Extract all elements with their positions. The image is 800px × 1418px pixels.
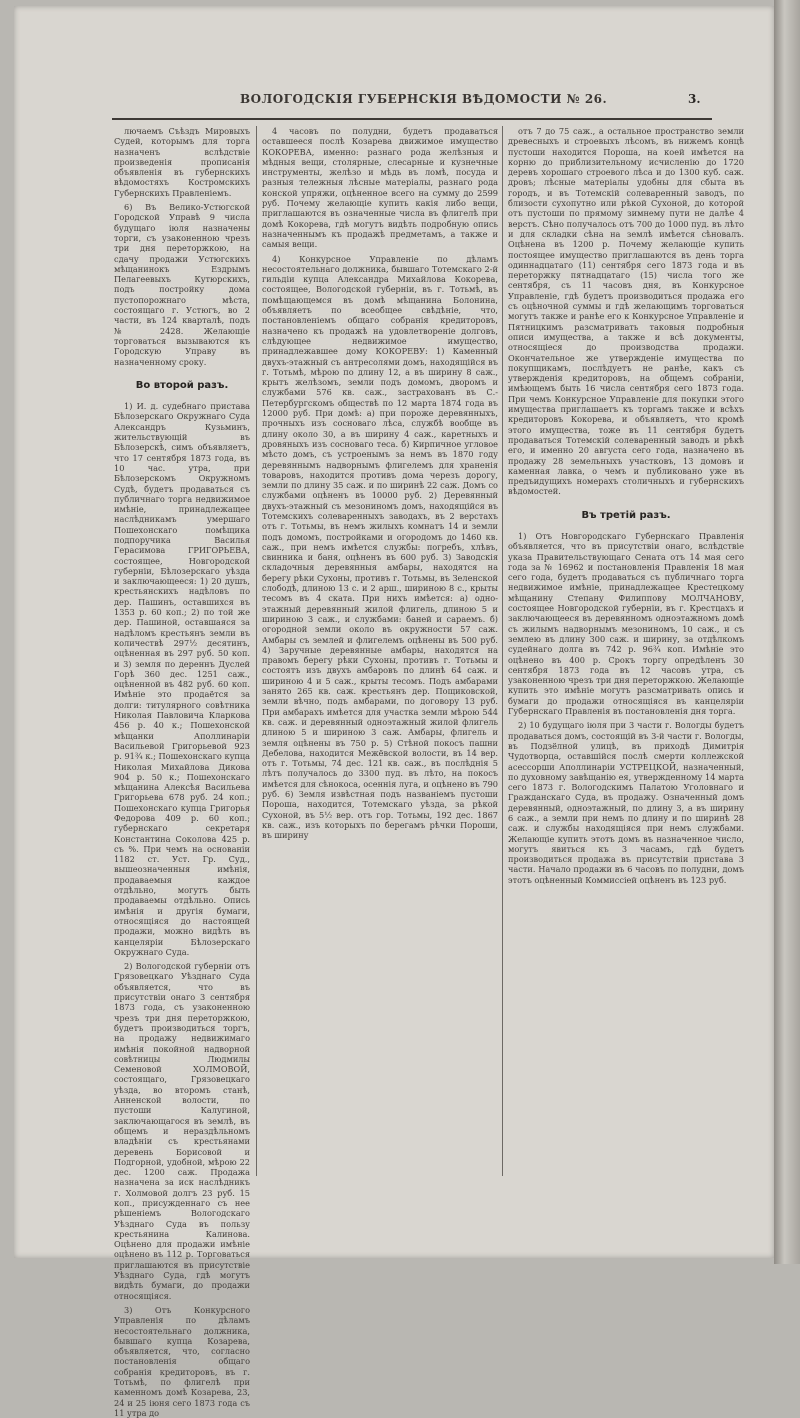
column-3	[508, 126, 744, 1166]
column-divider-2	[502, 126, 503, 1176]
announcement-paragraph: 1) Отъ Новгородскаго Губернскаго Правленія объявляется, что въ присутствіи онаго, вслѣдствіе указа Правительствующаго Сената отъ 14 мая сего года за № 16962 и постановленія Правленія 18 мая сего года, будетъ продаваться съ публичнаго торга недвижимое имѣніе, принадлежащее Крестецкому мѣщанину Степану Филиппову МОЛЧАНОВУ, состоящее Новгородской губерніи, въ г. Крестцахъ и заключающееся въ деревянномъ одноэтажномъ домѣ съ жилымъ надворнымъ мезониномъ, 10 саж., и съ землею въ длину 300 саж. и ширину, за отдѣлкомъ судейнаго долга въ 742 р. 96¾ коп. Имѣніе это оцѣнено въ 400 р. Срокъ торгу опредѣленъ 30 сентября 1873 года въ 12 часовъ утра, съ узаконенною чрезъ три дня переторжкою. Желающіе купить это имѣніе могутъ разсматривать опись и бумаги до продажи относящіяся въ канцеляріи Губернскаго Правленія въ постановленія дня торга.	[508, 530, 744, 717]
announcement-paragraph: отъ 7 до 75 саж., а остальное пространство земли древесныхъ и строевыхъ лѣсомъ, въ нижемъ концѣ пустоши находится Пороша, на коей имѣется на корню до приблизительному исчисленію до 1720 деревъ хорошаго строевого лѣса и до 1300 куб. саж. дровъ; лѣсные матеріалы удобны для сбыта въ городъ, и въ Тотемскій солеваренный заводъ, по близости сухопутно или рѣкой Сухоной, до которой отъ пустоши по прямому зимнему пути не далѣе 4 верстъ. Сѣно получалось отъ 700 до 1000 пуд. въ лѣто и для складки сѣна на землѣ имѣется сѣновалъ. Оцѣнена въ 1200 р. Почему желающіе купить постоящее имущество приглашаются въ день торга одиннадцатаго (11) сентября сего 1873 года и въ переторжку пятнадцатаго (15) числа того же сентября, съ 11 часовъ дня, въ Конкурсное Управленіе, гдѣ будетъ производиться продажа его съ оцѣночной суммы и гдѣ желающимъ торговаться могутъ также и ранѣе его к Конкурсное Управленіе и Пятницкимъ разсматривать таковыя подробныя описи имущества, а также и всѣ документы, относящіеся до производства продажи. Окончательное же утвержденіе имущества по покупщикамъ, послѣдуетъ не ранѣе, какъ съ утвержденія кредиторовъ, на общемъ собраніи, имѣющемъ быть 16 числа сентября сего 1873 года. При чемъ Конкурсное Управленіе для покупки этого имущества приглашаетъ къ торгамъ также и всѣхъ кредиторовъ Кокорева, и объявляетъ, что кромѣ этого имущества, тоже въ 11 сентября будетъ продаваться Тотемскій солеваренный заводъ и рѣкѣ его, и именно 20 августа сего года, назначено въ продажу 28 земельныхъ участковъ, 13 домовъ и каменная лавка, о чемъ и публиковано уже въ предъидущихъ номерахъ столичныхъ и губернскихъ вѣдомостей.	[508, 126, 744, 497]
page-header	[20, 88, 740, 116]
announcement-paragraph: 4 часовъ по полудни, будетъ продаваться оставшееся послѣ Козарева движимое имущество КОКОРЕВА, именно: разнаго рода желѣзныя и мѣдныя вещи, столярные, слесарные и кузнечные инструменты, желѣзо и мѣдь въ ломѣ, посуда и разныя тележныя лѣсные матеріалы, разнаго рода конской упряжи, оцѣненное всего на сумму до 2599 руб. Почему желающіе купить какія либо вещи, приглашаются въ означенные числа въ флигелѣ при домѣ Кокорева, гдѣ могутъ видѣть подробную опись назначеннымъ къ продажѣ предметамъ, а также и самыя вещи.	[262, 126, 498, 250]
announcement-paragraph: 4) Конкурсное Управленіе по дѣламъ несостоятельнаго должника, бывшаго Тотемскаго 2-й гильдіи купца Александра Михайлова Кокорева, состоящее, Вологодской губерніи, въ г. Тотьмѣ, въ помѣщающемся въ домѣ мѣщанина Болонина, объявляетъ по всеобщее свѣдѣніе, что, постановленіемъ общаго собранія кредиторовъ, назначено къ продажѣ на удовлетвореніе долговъ, слѣдующее недвижимое имущество, принадлежавшее дому КОКОРЕВУ: 1) Каменный двухъ-этажный съ антресолями домъ, находящійся въ г. Тотьмѣ, мѣрою по длину 12, а въ ширину 8 саж., крытъ желѣзомъ, земли подъ домомъ, дворомъ и службами 576 кв. саж., застрахованъ въ С.-Петербургскомъ обществѣ по 12 марта 1874 года въ 12000 руб. При домѣ: а) при пороже деревянныхъ, прочныхъ изъ сосноваго лѣса, службѣ вообще въ длину около 30, а въ ширину 4 саж., каретныхъ и дровяныхъ изъ сосноваго теса. б) Кирпичное угловое мѣсто домъ, съ устроенымъ за немъ въ 1870 году деревяннымъ надворнымъ флигелемъ для храненія товаровъ, находится противъ дома черезъ дорогу, земли по длину 35 саж. и по ширинѣ 22 саж. Домъ со службами оцѣненъ въ 10000 руб. 2) Деревянный двухъ-этажный съ мезониномъ домъ, находящійся въ Тотемскихъ солеваренныхъ заводахъ, въ 2 верстахъ отъ г. Тотьмы, въ немъ жилыхъ комнатъ 14 и земли подъ домомъ, постройками и огородомъ до 1460 кв. саж., при немъ имѣется службы: погребъ, хлѣвъ, свинника и баня, оцѣненъ въ 600 руб. 3) Заводскія складочныя деревянныя амбары, находятся на берегу рѣки Сухоны, противъ г. Тотьмы, въ Зеленской слободѣ, длиною 13 с. и 2 арш., шириною 8 с., крыты тесомъ въ 4 ската. При нихъ имѣется: а) одно-этажный деревянный жилой флигель, длиною 5 и шириною 3 саж., и службами: баней и сараемъ. б) огородной земли около въ окружности 57 саж. Амбары съ землей и флигелемъ оцѣнены въ 500 руб. 4) Заручные деревянные амбары, находятся на правомъ берегу рѣки Сухоны, противъ г. Тотьмы и состоятъ изъ двухъ амбаровъ по длинѣ 64 саж. и шириною 4 и 5 саж., крыты тесомъ. Подъ амбарами занято 265 кв. саж. крестьянъ дер. Пощиковской, земли вѣчно, подъ амбарами, по договору 13 руб. При амбарахъ имѣется для участка земли мѣрою 544 кв. саж. и деревянный одноэтажный жилой флигель длиною 5 и шириною 3 саж. Амбары, флигель и земля оцѣнены въ 750 р. 5) Стѣной покосъ пашни Дебелова, находится Межёвской волости, въ 14 вер. отъ г. Тотьмы, 74 дес. 121 кв. саж., въ послѣднія 5 лѣтъ получалось до 3300 пуд. въ лѣто, на покосъ имѣется для сѣнокоса, осеннія луга, и оцѣнено въ 790 руб. 6) Земля извѣстная подъ названіемъ пустоши Пороша, находится, Тотемскаго уѣзда, за рѣкой Сухоной, въ 5½ вер. отъ гор. Тотьмы, 192 дес. 1867 кв. саж., изъ которыхъ по берегамъ рѣчки Пороши, въ ширину	[262, 253, 498, 841]
announcement-paragraph: лючаемъ Съѣздъ Мировыхъ Судей, которымъ для торга назначенъ вслѣдствіе произведенія прописанія объявленія въ губернскихъ вѣдомостяхъ Костромскихъ Губернскихъ Правленіемъ.	[114, 126, 250, 198]
page-number: 3.	[688, 92, 701, 106]
column-2	[262, 126, 498, 1166]
announcement-paragraph: 1) И. д. судебнаго пристава Бѣлозерскаго Окружнаго Суда Александръ Кузьминъ, жительствующій въ Бѣлозерскѣ, симъ объявляетъ, что 17 сентября 1873 года, въ 10 час. утра, при Бѣлозерскомъ Окружномъ Судѣ, будетъ продаваться съ публичнаго торга недвижимое имѣніе, принадлежащее наслѣдникамъ умершаго Пошехонскаго помѣщика подпоручика Василья Герасимова ГРИГОРЬЕВА, состоящее, Новгородской губерніи, Бѣлозерскаго уѣзда и заключающееся: 1) 20 душъ, крестьянскихъ надѣловъ по дер. Пашинъ, оставшихся въ 1353 р. 60 коп.; 2) по той же дер. Пашиной, оставшаяся за надѣломъ крестьянъ земли въ количествѣ 297½ десятинъ, оцѣненная въ 297 руб. 50 коп. и 3) земля по дереннъ Дуслей Горѣ 360 дес. 1251 саж., оцѣненной въ 482 руб. 60 коп. Имѣніе это продаётся за долги: титулярного совѣтника Николая Павловича Кларкова 456 р. 40 к.; Пошехонской мѣщанки Аполлинаріи Васильевой Григорьевой 923 р. 91¾ к.; Пошехонскаго купца Николая Михайлова Дикова 904 р. 50 к.; Пошехонскаго мѣщанина Алексѣя Васильева Григорьева 678 руб. 24 коп.; Пошехонскаго купца Григорья Федорова 409 р. 60 коп.; губернскаго секретаря Константина Соколова 425 р. съ %. При чемъ на основаніи 1182 ст. Уст. Гр. Суд., вышеозначенныя имѣнія, продаваемыя каждое отдѣльно, могутъ быть продаваемы отдѣльно. Опись имѣнія и другія бумаги, относящіяся до настоящей продажи, можно видѣть въ канцеляріи Бѣлозерскаго Окружнаго Суда.	[114, 401, 250, 957]
section-heading: Во второй разъ.	[135, 379, 229, 391]
announcement-paragraph: 2) 10 будущаго іюля при 3 части г. Вологды будетъ продаваться домъ, состоящій въ 3-й части г. Вологды, въ Подзёлной улицѣ, въ приходѣ Димитрія Чудотворца, оставшійся послѣ смерти коллежской асессорши Аполлинаріи УСТРЕЦКОЙ, назначенный, по духовному завѣщанію ея, утвержденному 14 марта сего 1873 г. Вологодскимъ Палатою Уголовнаго и Гражданскаго Суда, въ продажу. Означенный домъ деревянный, одноэтажный, по длину 3, а въ ширину 6 саж., а земли при немъ по длину и по ширинѣ 28 саж. и службы находящіяся при немъ службами. Желающіе купить этотъ домъ въ назначенное число, могутъ явиться къ 3 часамъ, гдѣ будетъ производиться продажа въ присутствіи пристава 3 части. Начало продажи въ 6 часовъ по полудни, домъ этотъ оцѣненный Коммиссіей оцѣненъ въ 123 руб.	[508, 720, 744, 885]
page-edge	[774, 0, 800, 1264]
announcement-paragraph: 3) Отъ Конкурсного Управленія по дѣламъ несостоятельнаго должника, бывшаго купца Козарева, объявляется, что, согласно постановленія общаго собранія кредиторовъ, въ г. Тотьмѣ, по флигелѣ при каменномъ домѣ Козарева, 23, 24 и 25 іюня сего 1873 года съ 11 утра до	[114, 1304, 250, 1418]
section-heading: Въ третій разъ.	[581, 509, 671, 521]
header-rule	[112, 118, 712, 120]
newspaper-title: ВОЛОГОДСКІЯ ГУБЕРНСКІЯ ВѢДОМОСТИ № 26.	[240, 92, 608, 106]
announcement-paragraph: 6) Въ Велико-Устюгской Городской Управѣ 9 числа будущаго іюля назначены торги, съ узаконенною чрезъ три дня переторжкою, на сдачу продажи Устюгскихъ мѣщанинокъ Ездрымъ Пелагеевыхъ Кутюрскихъ, подъ постройку дома пустопорожнаго мѣста, состоящаго г. Устюгъ, во 2 части, въ 124 кварталѣ, подъ № 2428. Желающіе торговаться вызываются къ Городскую Управу въ назначенному сроку.	[114, 202, 250, 367]
column-divider-1	[256, 126, 257, 1176]
column-1-text	[114, 126, 250, 1418]
announcement-paragraph: 2) Вологодской губерніи отъ Грязовецкаго Уѣзднаго Суда объявляется, что въ присутствіи онаго 3 сентября 1873 года, съ узаконенною чрезъ три дня переторжкою, будетъ производиться торгъ, на продажу недвижимаго имѣнія покойной надворной совѣтницы Людмилы Семеновой ХОЛМОВОЙ, состоящаго, Грязовецкаго уѣзда, во второмъ станѣ, Анненской волости, по пустоши Калугиной, заключающагося въ землѣ, въ общемъ и нераздѣльномъ владѣніи съ крестьянами деревень Борисовой и Подгорной, удобной, мѣрою 22 дес. 1200 саж. Продажа назначена за иск наслѣдникъ г. Холмовой долгъ 23 руб. 15 коп., присужденнаго съ нее рѣшеніемъ Вологодскаго Уѣзднаго Суда въ пользу крестьянина Калинова. Оцѣнено для продажи имѣніе оцѣнено въ 112 р. Торговаться приглашаются въ присутствіе Уѣзднаго Суда, гдѣ могутъ видѣть бумаги, до продажи относящіяся.	[114, 961, 250, 1301]
